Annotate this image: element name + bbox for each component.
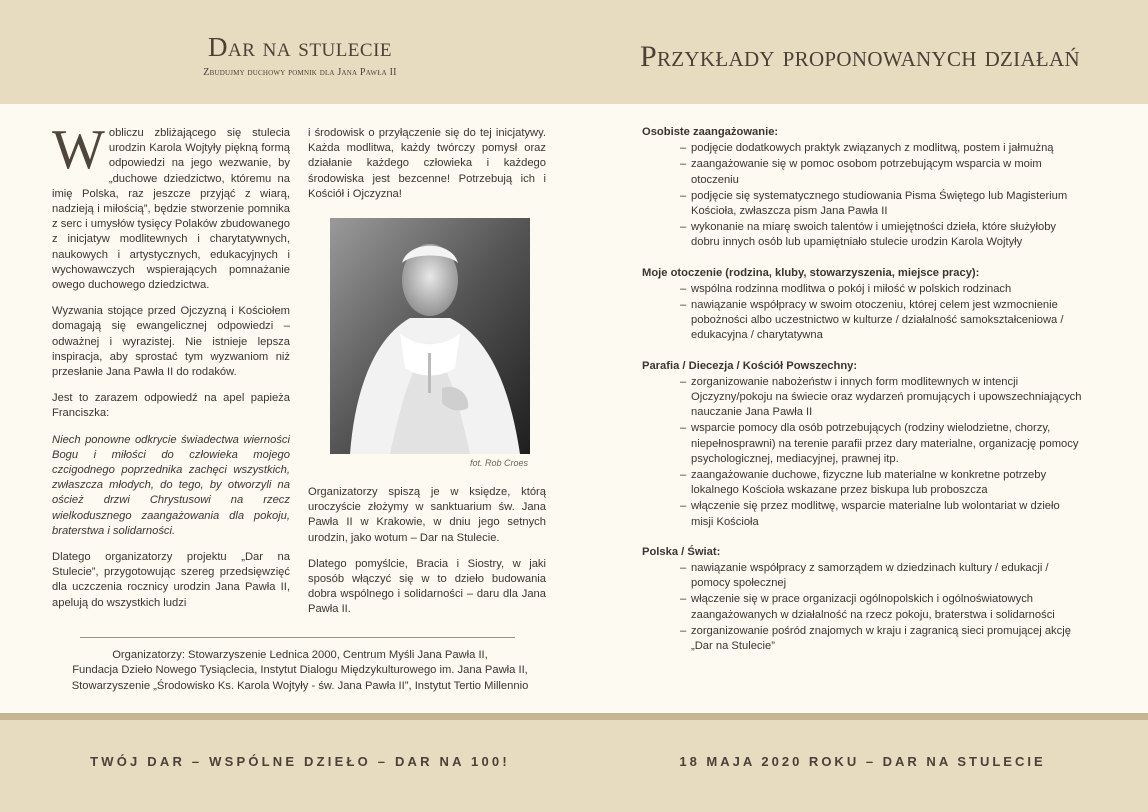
- list-item: – włączenie się przez modlitwę, wsparcie materialne lub wolontariat w dzieło misji Kościoła: [680, 499, 1082, 529]
- list-item: – wspólna rodzinna modlitwa o pokój i miłość w polskich rodzinach: [680, 282, 1082, 297]
- appeal-paragraph: Jest to zarazem odpowiedź na apel papieża Franciszka:: [52, 392, 290, 420]
- middle-text-column-lower: [308, 485, 546, 629]
- intro-paragraph: [52, 119, 290, 293]
- pope-portrait-image: [330, 218, 530, 454]
- book-paragraph: Organizatorzy spiszą je w księdze, którą uroczyście złożymy w sanktuarium św. Jana Pawła II w Krakowie, w dniu jego setnych urodzin, jako wotum – Dar na Stulecie.: [308, 486, 546, 544]
- challenges-paragraph: Wyzwania stojące przed Ojczyzną i Kościołem domagają się ewangelicznej odpowiedzi – odważnej i wyrazistej. Nie istnieje lepsza inspiracja, aby sprostać tym wyzwaniom niż przesłanie Jana Pawła II do rodaków.: [52, 305, 290, 379]
- intro-text: obliczu zbliżającego się stulecia urodzin Karola Wojtyły piękną formą odpowiedzi na jego wezwanie, by „duchowe dziedzictwo, któremu na imię Polska, raz jeszcze przyjąć z wiarą, nadzieją i miłością”, będzie stworzenie pomnika z serc i umysłów tysięcy Polaków zbudowanego z inicjatyw modlitewnych i charytatywnych, naukowych i artystycznych, edukacyjnych i wychowawczych wspierających pomnażanie owego duchowego dziedzictwa.: [52, 127, 290, 292]
- actions-list: [642, 125, 1082, 669]
- list-item: – zorganizowanie pośród znajomych w kraju i zagranicą sieci promującej akcję „Dar na Stulecie”: [680, 624, 1082, 654]
- organizers-divider: [80, 637, 515, 638]
- think-paragraph: Dlatego pomyślcie, Bracia i Siostry, w jaki sposób włączyć się w to dzieło budowania dobra wspólnego i solidarności – daru dla Jana Pawła II.: [308, 557, 546, 616]
- organizers-line: Fundacja Dzieło Nowego Tysiąclecia, Instytut Dialogu Międzykulturowego im. Jana Pawła II,: [72, 664, 528, 677]
- section-poland-world: [642, 545, 1082, 654]
- footer-slogan-left: TWÓJ DAR – WSPÓLNE DZIEŁO – DAR NA 100!: [90, 754, 510, 769]
- pope-photo: [330, 218, 530, 454]
- list-item: – zaangażowanie się w pomoc osobom potrzebującym wsparcia w moim otoczeniu: [680, 157, 1082, 187]
- footer-slogan-right: 18 MAJA 2020 ROKU – DAR NA STULECIE: [679, 754, 1046, 769]
- section-heading: Moje otoczenie (rodzina, kluby, stowarzyszenia, miejsce pracy):: [642, 266, 980, 279]
- left-page-title: Dar na stulecie: [207, 32, 393, 62]
- section-personal: [642, 125, 1082, 251]
- left-page-subtitle: Zbudujmy duchowy pomnik dla Jana Pawła II: [203, 67, 397, 78]
- list-item: – podjęcie się systematycznego studiowania Pisma Świętego lub Magisterium Kościoła, zwłaszcza pism Jana Pawła II: [680, 189, 1082, 219]
- list-item: – zorganizowanie nabożeństw i innych form modlitewnych w intencji Ojczyzny/pokoju na świecie oraz wydarzeń promujących i upowszechniających nauczanie Jana Pawła II: [680, 375, 1082, 421]
- list-item: – nawiązanie współpracy w swoim otoczeniu, której celem jest wzmocnienie pobożności albo uczestnictwo w kulturze / działalność samokształceniowa / edukacyjna / charytatywna: [680, 298, 1082, 344]
- section-parish: [642, 359, 1082, 530]
- list-item: – włączenie się w prace organizacji ogólnopolskich i ogólnoświatowych zaangażowanych w działalność na rzecz pokoju, braterstwa i solidarności: [680, 592, 1082, 622]
- list-item: – nawiązanie współpracy z samorządem w dziedzinach kultury / edukacji / pomocy społecznej: [680, 561, 1082, 591]
- list-item: – podjęcie dodatkowych praktyk związanych z modlitwą, postem i jałmużną: [680, 141, 1082, 156]
- left-text-column: [52, 119, 290, 622]
- organizers-block: [40, 648, 560, 694]
- section-heading: Parafia / Diecezja / Kościół Powszechny:: [642, 359, 858, 372]
- photo-credit: fot. Rob Croes: [469, 458, 528, 468]
- section-heading: Osobiste zaangażowanie:: [642, 126, 779, 138]
- francis-quote: Niech ponowne odkrycie świadectwa wierności Bogu i miłości do człowieka mojego czcigodnego poprzednika zachęci wszystkich, zwłaszcza młodych, do tego, by otworzyli na oścież drzwi Chrystusowi na rzecz wielkodusznego zaangażowania dla pokoju, braterstwa i solidarności.: [52, 433, 290, 537]
- list-item: – wykonanie na miarę swoich talentów i umiejętności dzieła, które służyłoby dobru innych osób lub upamiętniało stulecie urodzin Karola Wojtyły: [680, 220, 1082, 250]
- organizers-line: Organizatorzy: Stowarzyszenie Lednica 2000, Centrum Myśli Jana Pawła II,: [112, 649, 488, 661]
- middle-text-column: [308, 126, 546, 213]
- organizers-line: Stowarzyszenie „Środowisko Ks. Karola Wojtyły - św. Jana Pawła II”, Instytut Tertio Millennio: [71, 679, 529, 692]
- section-surroundings: [642, 266, 1082, 344]
- section-heading: Polska / Świat:: [642, 545, 721, 558]
- organizers-appeal-paragraph: Dlatego organizatorzy projektu „Dar na Stulecie”, przygotowując szereg przedsięwzięć dla uczczenia rocznicy urodzin Jana Pawła II, apelują do wszystkich ludzi: [52, 551, 290, 609]
- join-paragraph: i środowisk o przyłączenie się do tej inicjatywy. Każda modlitwa, każdy twórczy pomysł oraz działanie każdego człowieka i każdego środowiska jest bezcenne! Potrzebują ich i Kościół i Ojczyzna!: [308, 127, 546, 200]
- right-page-title: Przykłady proponowanych działań: [640, 40, 1080, 73]
- drop-cap: W: [52, 119, 105, 181]
- list-item: – zaangażowanie duchowe, fizyczne lub materialne w konkretne potrzeby lokalnego Kościoła wskazane przez biskupa lub proboszcza: [680, 468, 1082, 498]
- list-item: – wsparcie pomocy dla osób potrzebujących (rodziny wielodzietne, chorzy, niepełnosprawni) na terenie parafii przez dary materialne, organizację pomocy psychologicznej, mediacyjnej, prawnej itp.: [680, 421, 1082, 467]
